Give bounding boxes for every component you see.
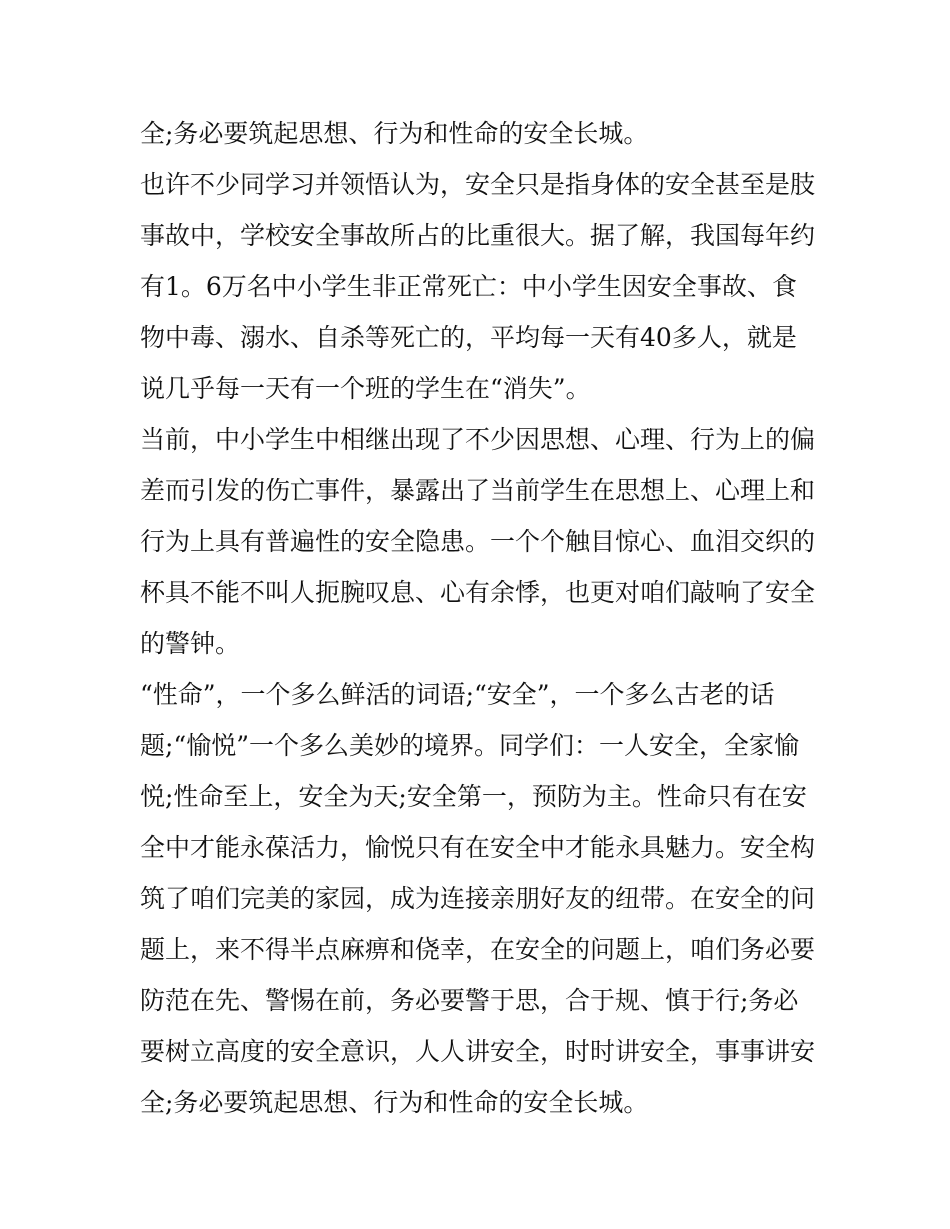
text-line: 题;“愉悦”一个多么美妙的境界。同学们：一人安全，全家愉 bbox=[140, 731, 799, 760]
text-line: 题上，来不得半点麻痹和侥幸，在安全的问题上，咱们务必要 bbox=[140, 935, 816, 964]
text-line: 全;务必要筑起思想、行为和性命的安全长城。 bbox=[140, 119, 649, 148]
text-line: 要树立高度的安全意识，人人讲安全，时时讲安全，事事讲安 bbox=[140, 1037, 816, 1066]
text-line: 当前，中小学生中相继出现了不少因思想、心理、行为上的偏 bbox=[140, 425, 816, 454]
text-line: “性命”，一个多么鲜活的词语;“安全”，一个多么古老的话 bbox=[140, 680, 775, 709]
text-line: 行为上具有普遍性的安全隐患。一个个触目惊心、血泪交织的 bbox=[140, 527, 816, 556]
text-line: 的警钟。 bbox=[140, 629, 241, 658]
text-line: 悦;性命至上，安全为天;安全第一，预防为主。性命只有在安 bbox=[140, 782, 807, 811]
text-line: 全中才能永葆活力，愉悦只有在安全中才能永具魅力。安全构 bbox=[140, 833, 816, 862]
text-line: 也许不少同学习并领悟认为，安全只是指身体的安全甚至是肢 bbox=[140, 170, 816, 199]
text-line: 说几乎每一天有一个班的学生在“消失”。 bbox=[140, 374, 591, 403]
text-line: 筑了咱们完美的家园，成为连接亲朋好友的纽带。在安全的问 bbox=[140, 884, 816, 913]
text-line: 物中毒、溺水、自杀等死亡的，平均每一天有40多人，就是 bbox=[140, 323, 797, 352]
text-line: 防范在先、警惕在前，务必要警于思，合于规、慎于行;务必 bbox=[140, 986, 799, 1015]
text-line: 差而引发的伤亡事件，暴露出了当前学生在思想上、心理上和 bbox=[140, 476, 816, 505]
document-body bbox=[140, 108, 816, 1128]
text-line: 全;务必要筑起思想、行为和性命的安全长城。 bbox=[140, 1088, 649, 1117]
text-line: 有1。6万名中小学生非正常死亡：中小学生因安全事故、食 bbox=[140, 272, 797, 301]
text-line: 杯具不能不叫人扼腕叹息、心有余悸，也更对咱们敲响了安全 bbox=[140, 578, 816, 607]
text-line: 事故中，学校安全事故所占的比重很大。据了解，我国每年约 bbox=[140, 221, 816, 250]
